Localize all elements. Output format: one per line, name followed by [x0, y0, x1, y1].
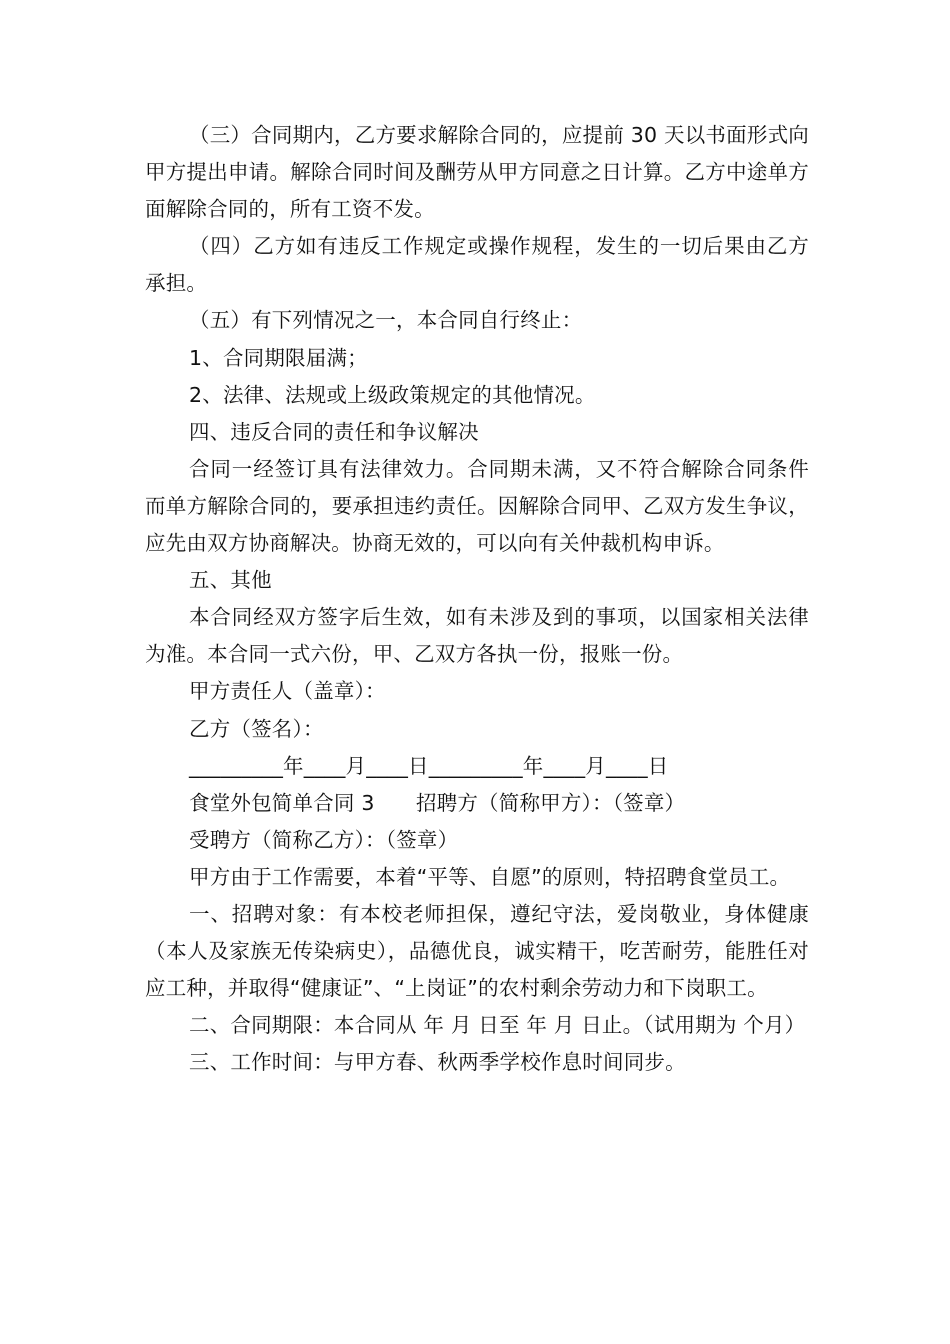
- paragraph-contract-term: 二、合同期限：本合同从 年 月 日至 年 月 日止。（试用期为 个月）: [189, 1013, 806, 1038]
- paragraph-working-hours: 三、工作时间：与甲方春、秋两季学校作息时间同步。: [189, 1050, 686, 1075]
- document-body: [145, 117, 809, 1081]
- contract-3-employee: 受聘方（简称乙方）：（签章）: [189, 827, 459, 852]
- paragraph-violation-consequences: （四）乙方如有违反工作规定或操作规程，发生的一切后果由乙方承担。: [145, 234, 809, 296]
- paragraph-breach-disputes: 合同一经签订具有法律效力。合同期未满，又不符合解除合同条件而单方解除合同的，要承担违约责任。因解除合同甲、乙双方发生争议，应先由双方协商解决。协商无效的，可以向有关仲裁机构申诉。: [145, 456, 809, 556]
- section-heading-breach-disputes: 四、违反合同的责任和争议解决: [189, 419, 479, 444]
- paragraph-recruitment-purpose: 甲方由于工作需要，本着“平等、自愿”的原则，特招聘食堂员工。: [189, 864, 791, 889]
- paragraph-recruitment-target: 一、招聘对象：有本校老师担保，遵纪守法，爱岗敬业，身体健康（本人及家族无传染病史），品德优良，诚实精干，吃苦耐劳，能胜任对应工种，并取得“健康证”、“上岗证”的农村剩余劳动力和下岗职工。: [145, 901, 809, 1001]
- signature-line-party-a: 甲方责任人（盖章）：: [189, 679, 386, 704]
- signature-line-party-b: 乙方（签名）：: [189, 716, 324, 741]
- list-item-legal-policy: 2、法律、法规或上级政策规定的其他情况。: [189, 382, 596, 407]
- contract-3-title-employer: 食堂外包简单合同 3 招聘方（简称甲方）：（签章）: [189, 790, 686, 815]
- paragraph-termination-by-party-b: （三）合同期内，乙方要求解除合同的，应提前 30 天以书面形式向甲方提出申请。解除合同时间及酬劳从甲方同意之日计算。乙方中途单方面解除合同的，所有工资不发。: [145, 123, 809, 222]
- section-heading-other: 五、其他: [189, 568, 272, 593]
- list-item-term-expiry: 1、合同期限届满；: [189, 345, 368, 370]
- paragraph-other-terms: 本合同经双方签字后生效，如有未涉及到的事项，以国家相关法律为准。本合同一式六份，甲、乙双方各执一份，报账一份。: [145, 605, 809, 667]
- date-lines: _________年____月____日_________年____月____日: [189, 753, 669, 778]
- paragraph-auto-termination: （五）有下列情况之一，本合同自行终止：: [189, 308, 583, 333]
